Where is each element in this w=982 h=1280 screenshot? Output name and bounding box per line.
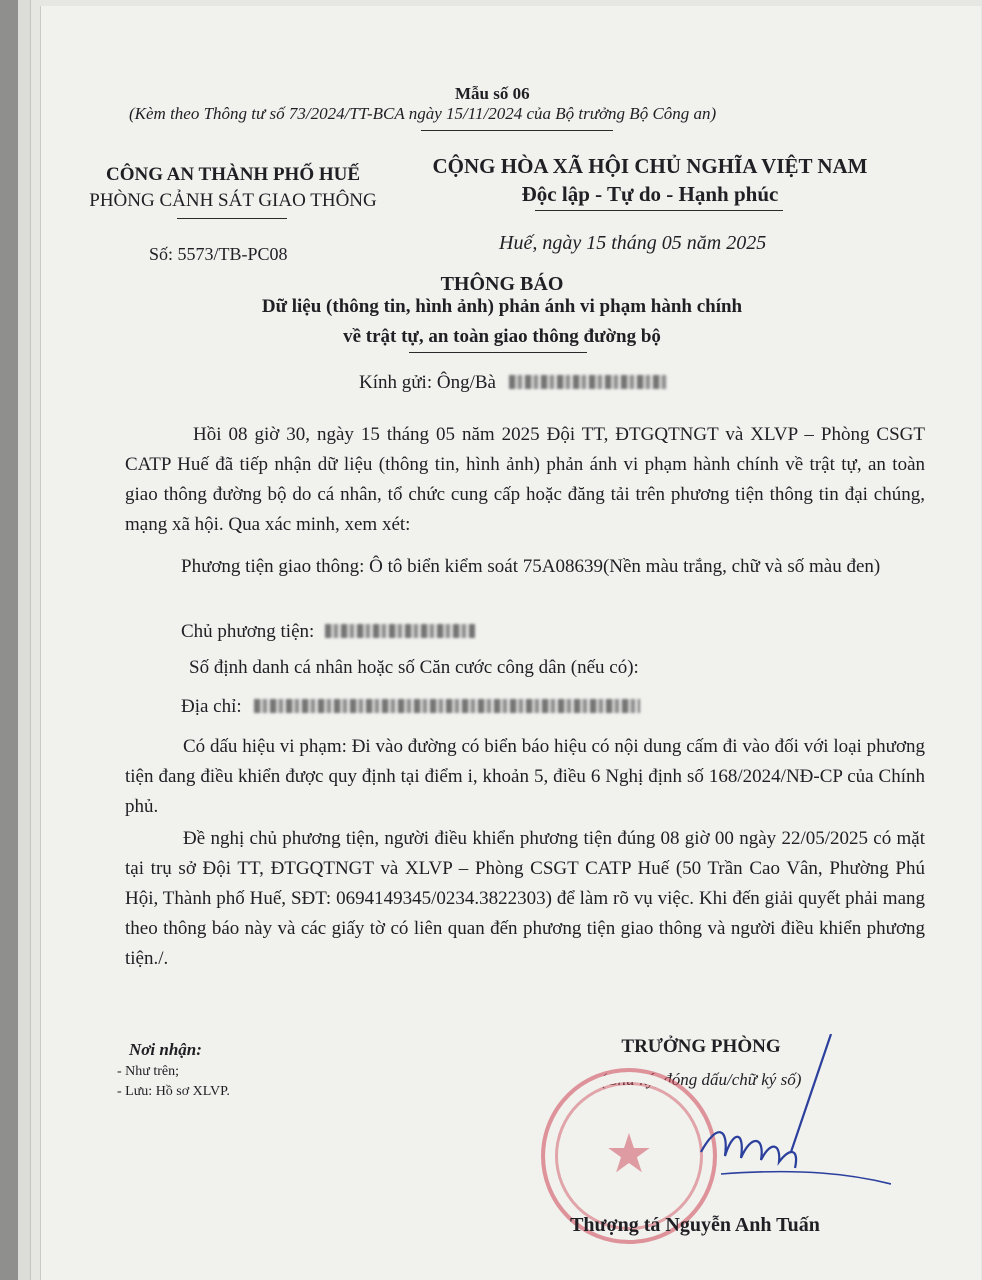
vehicle-paragraph: Phương tiện giao thông: Ô tô biển kiểm soát 75A08639(Nền màu trắng, chữ và số màu đen): [181, 556, 881, 577]
signature-note: (Chữ ký, đóng dấu/chữ ký số): [600, 1070, 802, 1089]
document-page: [40, 6, 981, 1280]
id-number-label: Số định danh cá nhân hoặc số Căn cước công dân (nếu có):: [189, 657, 639, 678]
recipients-title: Nơi nhận:: [129, 1040, 202, 1059]
address-line: [181, 696, 640, 718]
recipient-item-2: - Lưu: Hồ sơ XLVP.: [117, 1084, 230, 1099]
form-underline: [421, 130, 613, 131]
recipient-item-1: - Như trên;: [117, 1064, 180, 1079]
nation-name: CỘNG HÒA XÃ HỘI CHỦ NGHĨA VIỆT NAM: [432, 154, 868, 178]
document-subtitle-2: về trật tự, an toàn giao thông đường bộ: [343, 326, 661, 347]
document-subtitle-1: Dữ liệu (thông tin, hình ảnh) phản ánh vi phạm hành chính: [261, 296, 743, 317]
owner-label: Chủ phương tiện:: [181, 621, 315, 642]
document-title: THÔNG BÁO: [440, 273, 564, 295]
violation-paragraph: Có dấu hiệu vi phạm: Đi vào đường có biển báo hiệu có nội dung cấm đi vào đối với loại phương tiện đang điều khiển được quy định tại điểm i, khoản 5, điều 6 Nghị định số 168/2024/NĐ-CP của Chính phủ.: [125, 736, 925, 817]
redacted-address: [254, 699, 640, 713]
recipient-line: [359, 372, 667, 394]
agency-underline: [177, 218, 287, 219]
official-seal-icon: ★: [541, 1068, 717, 1244]
address-label: Địa chỉ:: [181, 696, 242, 717]
place-date: Huế, ngày 15 tháng 05 năm 2025: [499, 232, 767, 254]
recipient-label: Kính gửi: Ông/Bà: [359, 372, 496, 393]
nation-motto: Độc lập - Tự do - Hạnh phúc: [521, 182, 779, 206]
department-name: PHÒNG CẢNH SÁT GIAO THÔNG: [89, 190, 377, 211]
signer-name: Thượng tá Nguyễn Anh Tuấn: [570, 1214, 820, 1236]
document-number: Số: 5573/TB-PC08: [149, 244, 288, 264]
handwritten-signature-icon: [681, 1034, 891, 1194]
request-paragraph: Đề nghị chủ phương tiện, người điều khiển phương tiện đúng 08 giờ 00 ngày 22/05/2025 có mặt tại trụ sở Đội TT, ĐTGQTNGT và XLVP – Phòng CSGT CATP Huế (50 Trần Cao Vân, Phường Phú Hội, Thành phố Huế, SĐT: 0694149345/0234.3822303) để làm rõ vụ việc. Khi đến giải quyết phải mang theo thông báo này và các giấy tờ có liên quan đến phương tiện giao thông và người điều khiển phương tiện./.: [125, 828, 925, 969]
intro-paragraph: Hồi 08 giờ 30, ngày 15 tháng 05 năm 2025 Đội TT, ĐTGQTNGT và XLVP – Phòng CSGT CATP Huế đã tiếp nhận dữ liệu (thông tin, hình ảnh) phản ánh vi phạm hành chính về trật tự, an toàn giao thông đường bộ do cá nhân, tổ chức cung cấp hoặc đăng tải trên phương tiện thông tin đại chúng, mạng xã hội. Qua xác minh, xem xét:: [125, 424, 925, 535]
signer-position: TRƯỞNG PHÒNG: [621, 1036, 781, 1057]
redacted-owner-name: [325, 624, 475, 638]
title-underline: [409, 352, 587, 353]
owner-line: [181, 621, 475, 643]
agency-name: CÔNG AN THÀNH PHỐ HUẾ: [105, 164, 361, 185]
motto-underline: [535, 210, 783, 211]
redacted-recipient-name: [509, 375, 667, 389]
form-attached-note: (Kèm theo Thông tư số 73/2024/TT-BCA ngày 15/11/2024 của Bộ trưởng Bộ Công an): [129, 104, 717, 123]
form-number: Mẫu số 06: [455, 84, 530, 103]
